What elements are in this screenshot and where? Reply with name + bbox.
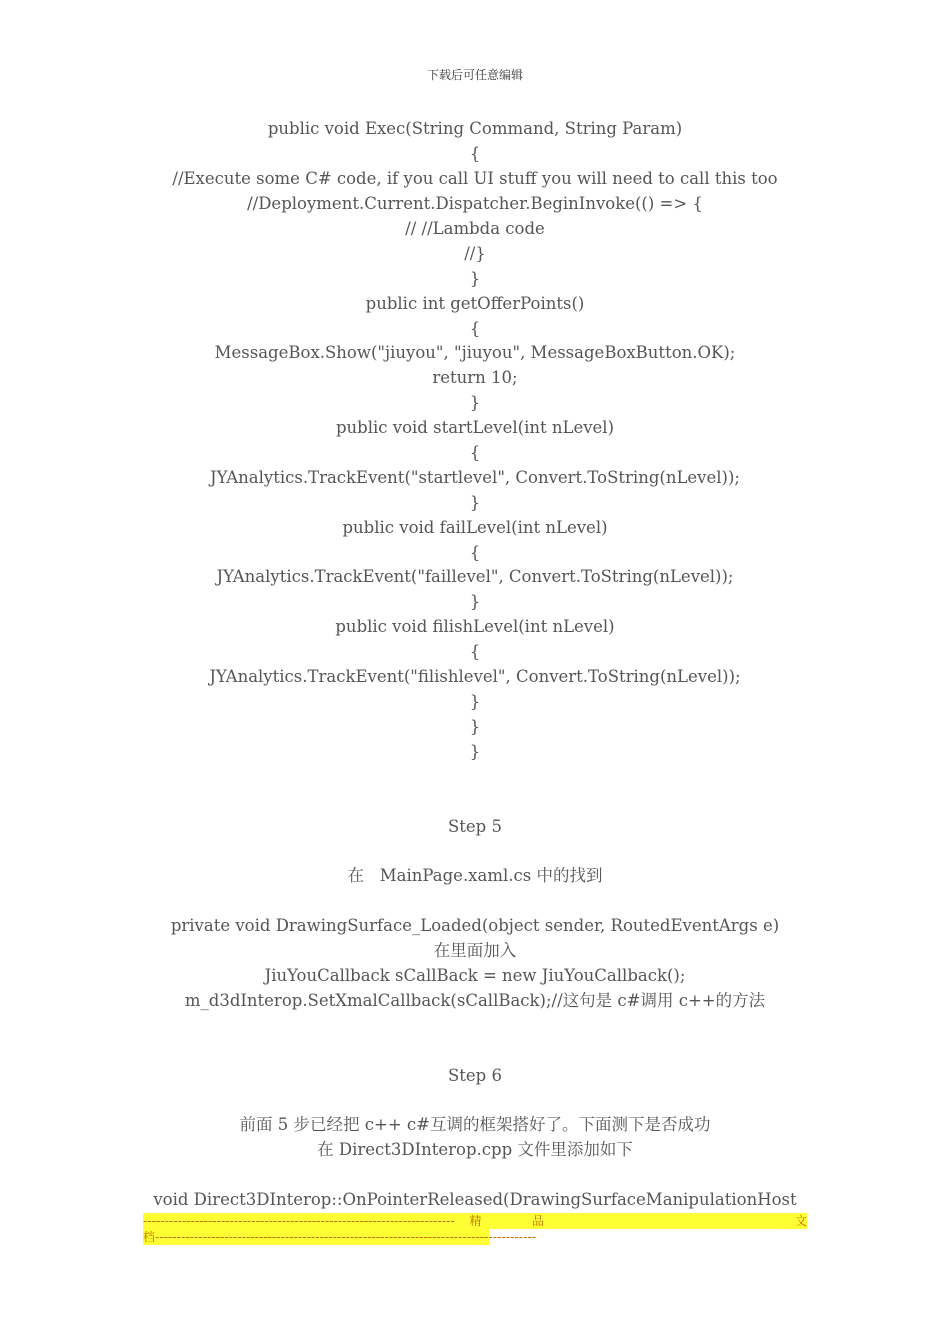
text-line: JYAnalytics.TrackEvent("faillevel", Convert.ToString(nLevel)); [216,567,734,586]
text-line: public void Exec(String Command, String Param) [267,119,683,138]
text-line: private void DrawingSurface_Loaded(object sender, RoutedEventArgs e) [170,916,780,935]
page-header: 下载后可任意编辑 [426,68,523,82]
text-line: //Deployment.Current.Dispatcher.BeginInvoke(() => { [247,194,703,213]
text-line: } [469,717,481,736]
text-line: // //Lambda code [405,219,545,238]
text-line: public void filishLevel(int nLevel) [335,617,615,636]
footer-dashes: ------------------------------------------------------------------------ [143,1214,455,1228]
text-line: { [469,144,481,163]
text-line: m_d3dInterop.SetXmalCallback(sCallBack);//这句是 c#调用 c++的方法 [184,991,766,1010]
text-line: public void startLevel(int nLevel) [335,418,615,437]
text-line: } [469,692,481,711]
text-line: Step 5 [447,817,502,836]
footer-banner [143,1213,807,1245]
text-line: } [469,393,481,412]
text-line: 在 MainPage.xaml.cs 中的找到 [347,866,603,885]
text-line: public void failLevel(int nLevel) [342,518,608,537]
text-line: Step 6 [447,1066,502,1085]
text-line: void Direct3DInterop::OnPointerReleased(DrawingSurfaceManipulationHost [153,1190,797,1209]
footer-dashes-2: ---------------------------------------------------------------------------------------- [155,1230,537,1244]
text-line: 前面 5 步已经把 c++ c#互调的框架搭好了。下面测下是否成功 [239,1115,711,1134]
footer-char-jing: 精 [469,1214,482,1228]
text-line: JYAnalytics.TrackEvent("startlevel", Convert.ToString(nLevel)); [210,468,740,487]
text-line: { [469,642,481,661]
text-line: } [469,742,481,761]
text-line: //} [464,244,486,263]
text-line: } [469,592,481,611]
text-line: { [469,443,481,462]
text-line: JiuYouCallback sCallBack = new JiuYouCallback(); [264,966,686,985]
text-line: return 10; [432,368,518,387]
footer-row-2 [143,1229,537,1245]
footer-row-1 [143,1213,807,1229]
text-line: } [469,493,481,512]
footer-char-pin: 品 [531,1214,544,1228]
text-line: MessageBox.Show("jiuyou", "jiuyou", MessageBoxButton.OK); [214,343,736,362]
footer-char-dang: 档 [143,1230,156,1244]
text-line: //Execute some C# code, if you call UI stuff you will need to call this too [172,169,778,188]
text-line: JYAnalytics.TrackEvent("filishlevel", Convert.ToString(nLevel)); [209,667,741,686]
text-line: 在里面加入 [433,941,517,960]
text-line: { [469,319,481,338]
footer-char-wen: 文 [794,1214,807,1228]
text-line: } [469,269,481,288]
text-line: 在 Direct3DInterop.cpp 文件里添加如下 [317,1140,633,1159]
text-line: { [469,543,481,562]
text-line: public int getOfferPoints() [365,294,585,313]
